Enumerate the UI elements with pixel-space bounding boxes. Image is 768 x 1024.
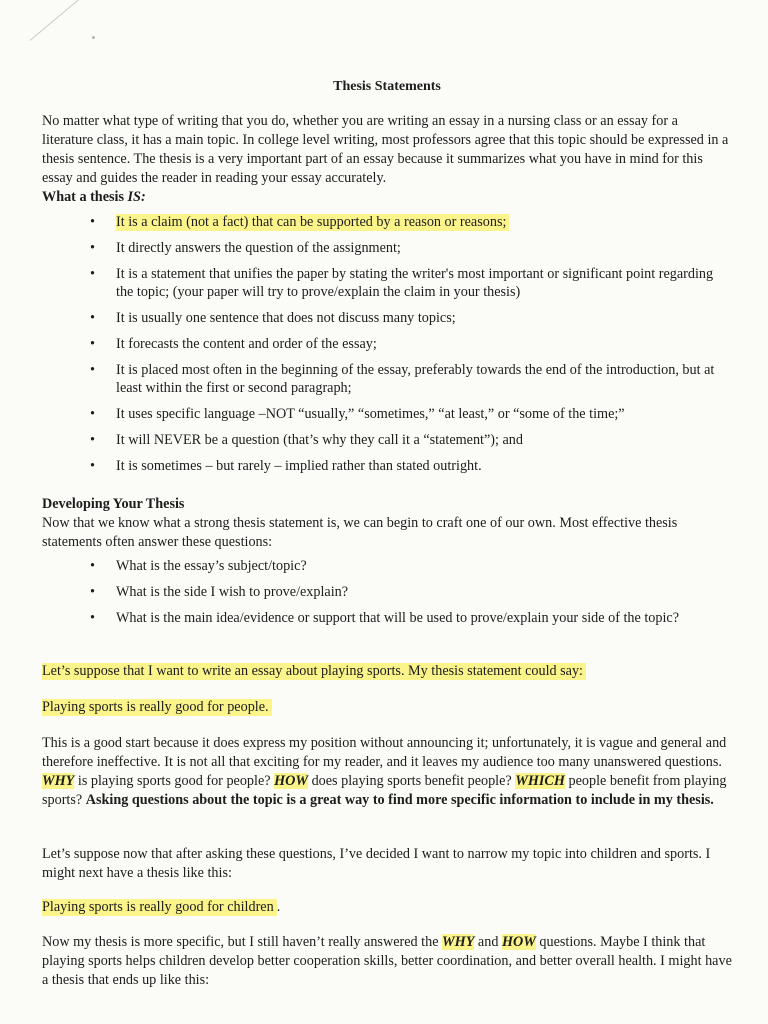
list-item: • It directly answers the question of the assignment; [42, 239, 732, 257]
developing-paragraph: Now that we know what a strong thesis statement is, we can begin to craft one of our own. Most effective thesis statements often answer these questions: [42, 515, 678, 550]
which-emphasis: WHICH [515, 773, 565, 789]
analysis-text: people benefit from playing sports? [42, 773, 727, 808]
questions-list [42, 557, 732, 635]
what-thesis-heading-prefix: What a thesis [42, 189, 128, 205]
thesis-example-2 [42, 898, 280, 917]
list-item [42, 213, 732, 231]
analysis-text: does playing sports benefit people? [308, 773, 516, 789]
why-emphasis: WHY [42, 773, 75, 789]
key-advice: Asking questions about the topic is a great way to find more specific information to include in my thesis. [85, 792, 714, 808]
suppose-sentence-1 [42, 662, 586, 681]
final-text: and [474, 934, 502, 950]
final-text: Now my thesis is more specific, but I still haven’t really answered the [42, 934, 443, 950]
analysis-text: This is a good start because it does express my position without announcing it; unfortunately, it is vague and general and therefore ineffective. It is not all that exciting for my reader, and it leaves my audience too many unanswered questions. [42, 735, 727, 770]
list-item: • What is the essay’s subject/topic? [42, 557, 732, 575]
list-item: • It is placed most often in the beginning of the essay, preferably towards the end of the introduction, but at least within the first or second paragraph; [42, 361, 732, 397]
page-title: Thesis Statements [333, 79, 441, 94]
how-emphasis: HOW [501, 934, 536, 950]
what-thesis-heading-emph: IS: [127, 189, 146, 205]
why-emphasis: WHY [442, 934, 475, 950]
thesis-is-list [42, 213, 732, 483]
analysis-text: is playing sports good for people? [74, 773, 275, 789]
final-text: questions. Maybe I think that playing sports helps children develop better cooperation skills, better coordination, and better overall health. I might have a thesis that ends up like this: [42, 934, 732, 988]
scan-artifact-line [30, 0, 84, 41]
thesis-example-2-period: . [276, 899, 281, 915]
list-item: • It forecasts the content and order of the essay; [42, 335, 732, 353]
how-emphasis: HOW [274, 773, 309, 789]
list-item: • It will NEVER be a question (that’s why they call it a “statement”); and [42, 431, 732, 449]
list-item: • It is a statement that unifies the paper by stating the writer's most important or significant point regarding the topic; (your paper will try to prove/explain the claim in your thesis) [42, 265, 732, 301]
highlighted-text: It is a claim (not a fact) that can be supported by a reason or reasons; [116, 214, 509, 231]
highlighted-text: Playing sports is really good for children [42, 899, 277, 916]
suppose-paragraph-2: Let’s suppose now that after asking these questions, I’ve decided I want to narrow my topic into children and sports. I might next have a thesis like this: [42, 846, 711, 881]
highlighted-text: Playing sports is really good for people. [42, 699, 272, 716]
scan-artifact-dot [92, 36, 95, 39]
what-thesis-heading [42, 188, 146, 207]
final-paragraph [42, 933, 732, 990]
list-item: • What is the main idea/evidence or support that will be used to prove/explain your side of the topic? [42, 609, 732, 627]
developing-heading: Developing Your Thesis [42, 496, 185, 512]
highlighted-text: Let’s suppose that I want to write an essay about playing sports. My thesis statement could say: [42, 663, 586, 680]
list-item: • It is usually one sentence that does not discuss many topics; [42, 309, 732, 327]
list-item: • It uses specific language –NOT “usually,” “sometimes,” “at least,” or “some of the time;” [42, 405, 732, 423]
list-item: • What is the side I wish to prove/explain? [42, 583, 732, 601]
intro-paragraph: No matter what type of writing that you do, whether you are writing an essay in a nursing class or an essay for a literature class, it has a main topic. In college level writing, most professors agree that this topic should be expressed in a thesis sentence. The thesis is a very important part of an essay because it summarizes what you have in mind for this essay and guides the reader in reading your essay accurately. [42, 113, 729, 186]
list-item: • It is sometimes – but rarely – implied rather than stated outright. [42, 457, 732, 475]
analysis-paragraph [42, 734, 732, 810]
thesis-example-1 [42, 698, 272, 717]
